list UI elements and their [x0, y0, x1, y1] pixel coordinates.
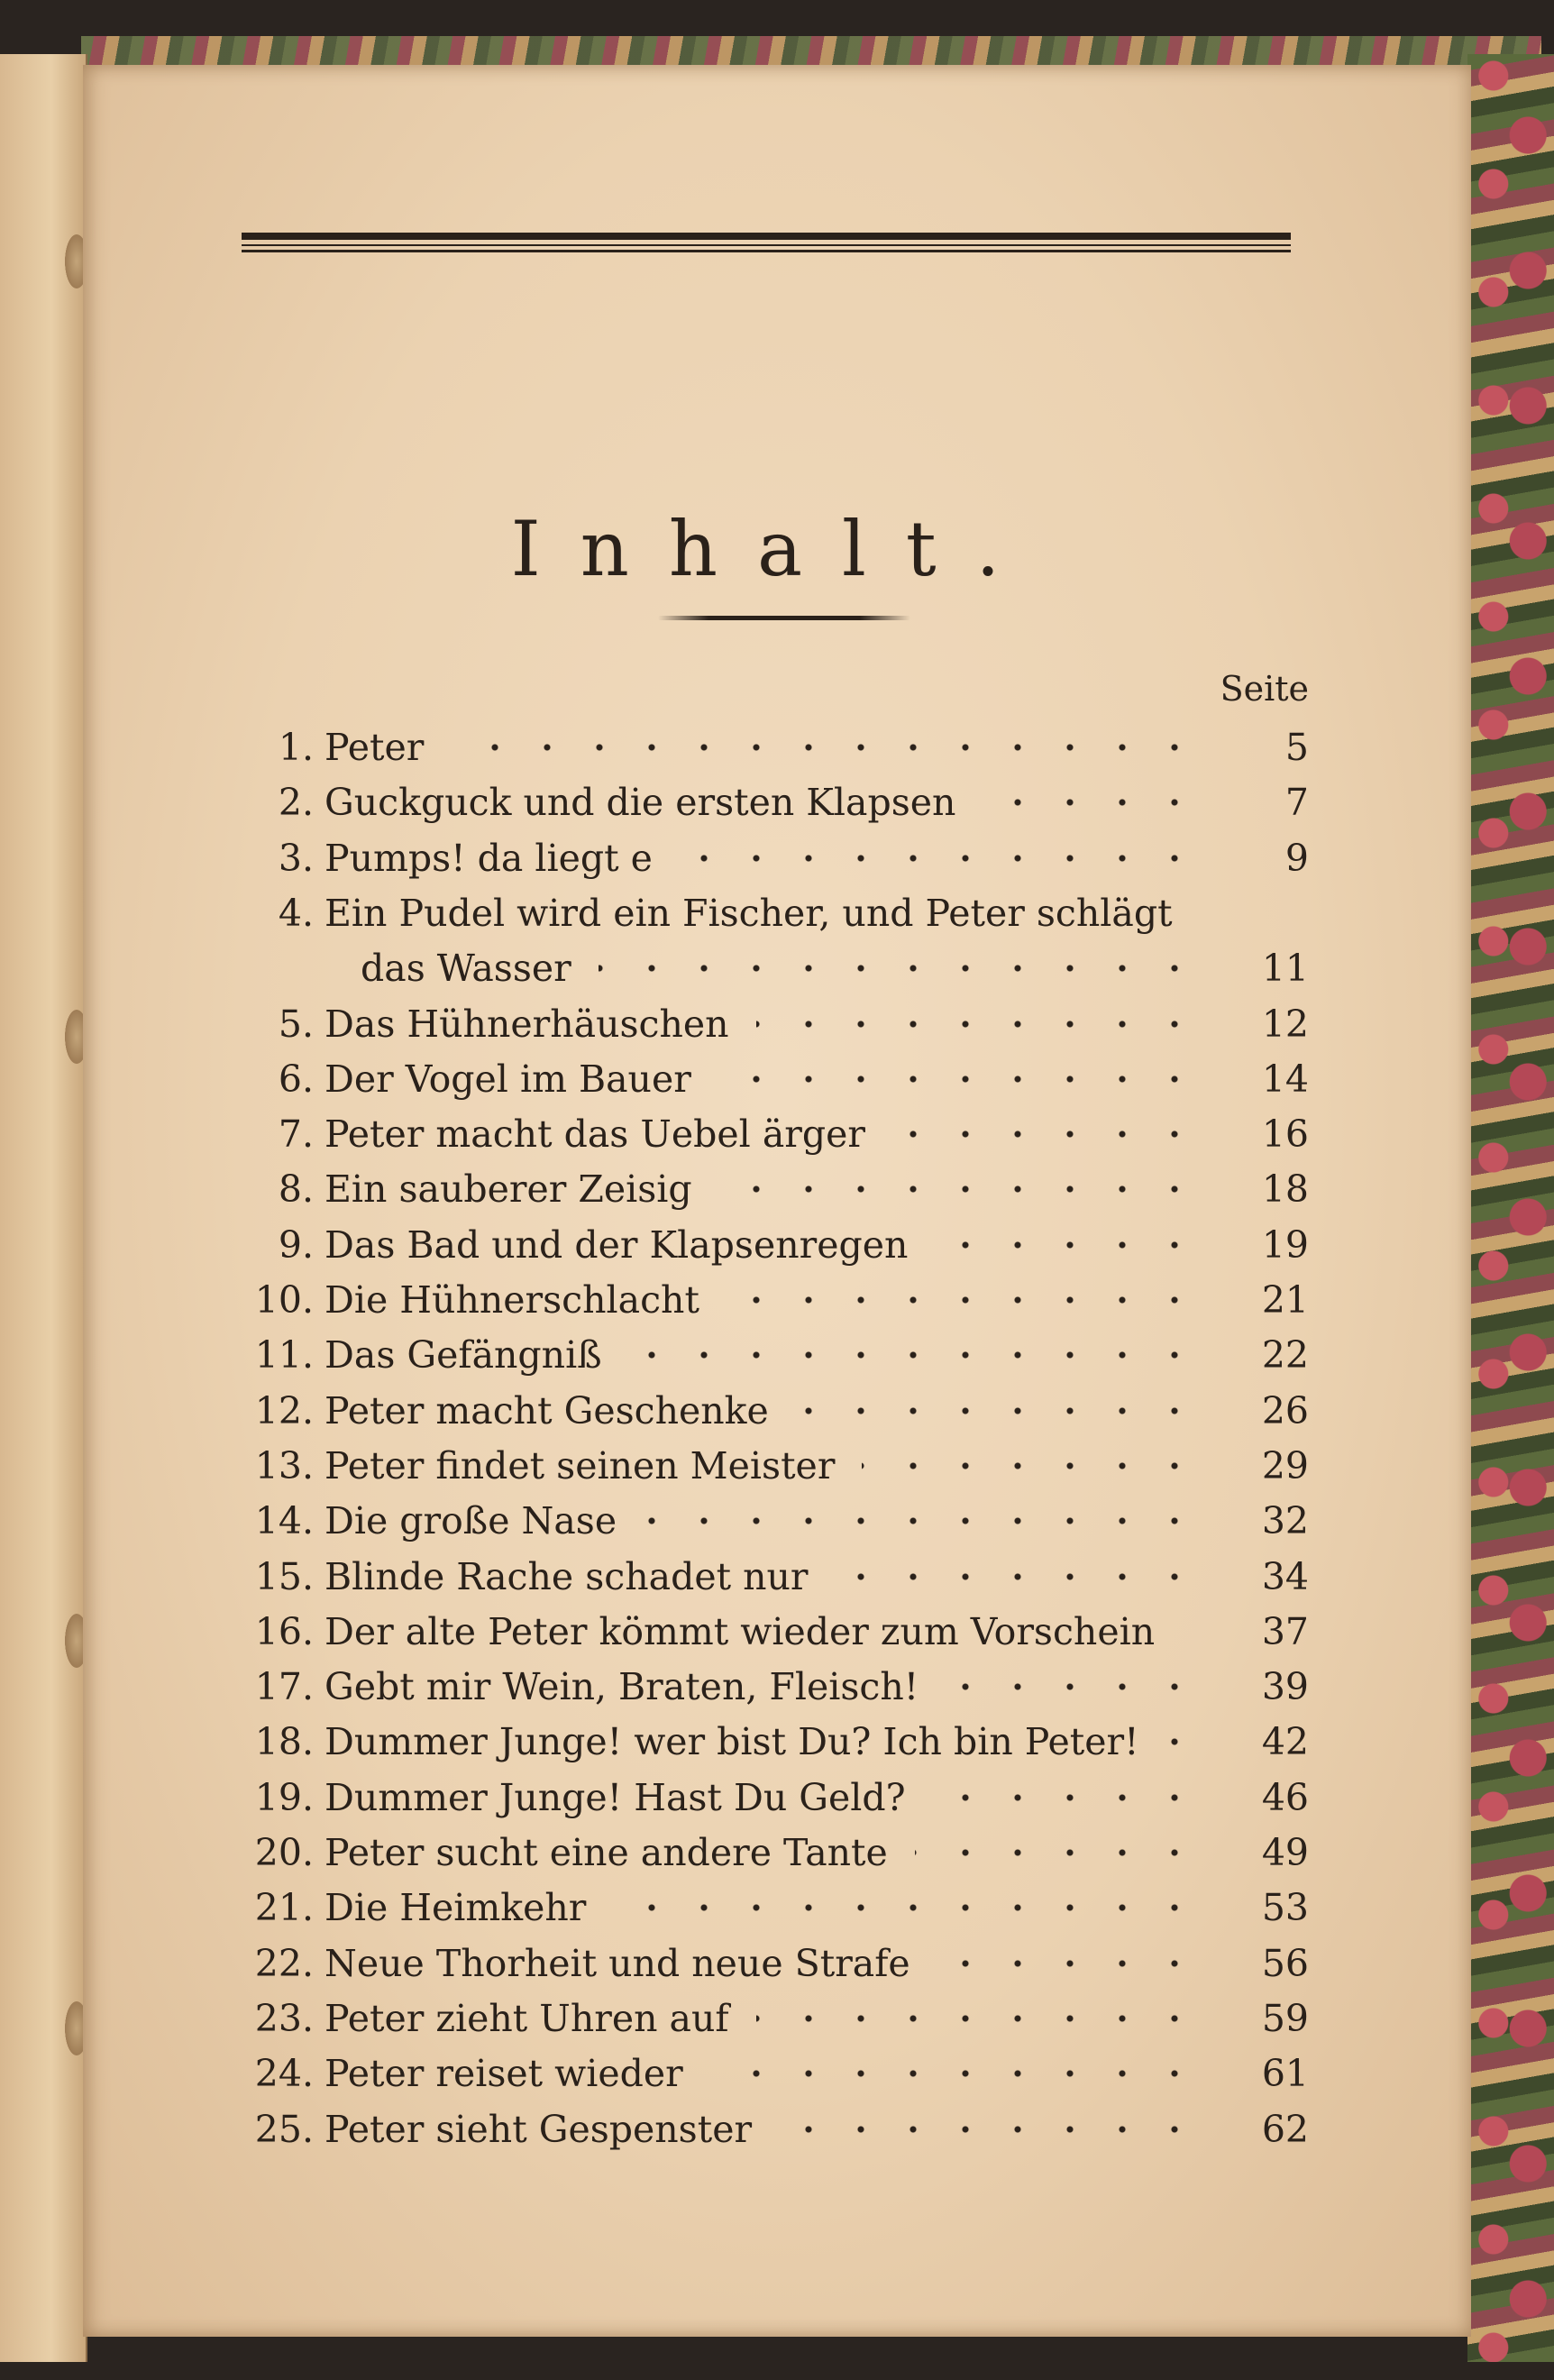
toc-entry-title: Ein Pudel wird ein Fischer, und Peter schlägt — [325, 892, 1173, 935]
toc-entry — [234, 832, 1316, 884]
toc-entry-number: 18. — [254, 1720, 314, 1763]
toc-entry-title: Peter zieht Uhren auf — [325, 1997, 729, 2040]
toc-entry-title: Peter macht Geschenke — [325, 1389, 769, 1433]
toc-entry-page: 34 — [1261, 1555, 1309, 1598]
toc-leader-dots — [644, 1495, 1208, 1547]
toc-entry-page: 19 — [1261, 1223, 1309, 1267]
toc-entry-page: 49 — [1261, 1831, 1309, 1874]
toc-leader-dots — [915, 1826, 1208, 1879]
toc-leader-dots — [727, 1274, 1208, 1326]
toc-entry — [234, 1495, 1316, 1547]
toc-entry-number: 23. — [254, 1997, 314, 2040]
toc-entry-page: 11 — [1261, 947, 1309, 990]
toc-entry-page: 26 — [1261, 1389, 1309, 1433]
toc-entry-page: 7 — [1284, 781, 1309, 824]
toc-entry-title: Dummer Junge! wer bist Du? Ich bin Peter! — [325, 1720, 1139, 1763]
toc-entry-title: Guckguck und die ersten Klapsen — [325, 781, 956, 824]
toc-entry-page: 5 — [1284, 726, 1309, 769]
toc-entry-number: 10. — [254, 1278, 314, 1322]
toc-entry-number: 15. — [254, 1555, 314, 1598]
toc-leader-dots — [1182, 1606, 1208, 1658]
toc-entry-title: Peter reiset wieder — [325, 2052, 683, 2095]
toc-entry-page: 14 — [1261, 1057, 1309, 1101]
toc-leader-dots — [756, 998, 1208, 1050]
toc-entry-page: 53 — [1261, 1886, 1309, 1929]
toc-entry-title: Ein sauberer Zeisig — [325, 1167, 692, 1211]
toc-entry-page: 42 — [1261, 1720, 1309, 1763]
toc-entry-page: 56 — [1261, 1942, 1309, 1985]
toc-entry-title: Peter findet seinen Meister — [325, 1444, 836, 1488]
toc-entry — [234, 1716, 1316, 1768]
toc-entry-number: 2. — [278, 781, 314, 824]
toc-entry-page: 62 — [1261, 2108, 1309, 2151]
toc-entry-number: 20. — [254, 1831, 314, 1874]
toc-entry-number: 24. — [254, 2052, 314, 2095]
toc-entry — [234, 721, 1316, 774]
toc-entry-number: 3. — [278, 837, 314, 880]
toc-entry-number: 17. — [254, 1665, 314, 1708]
toc-entry-page: 61 — [1261, 2052, 1309, 2095]
toc-leader-dots — [710, 2047, 1208, 2100]
toc-entry-title: Peter sieht Gespenster — [325, 2108, 753, 2151]
toc-entry-number: 11. — [254, 1333, 314, 1377]
toc-entry — [234, 1385, 1316, 1437]
toc-leader-dots — [796, 1385, 1208, 1437]
toc-entry-number: 22. — [254, 1942, 314, 1985]
page-heading: Inhalt. — [510, 505, 1040, 593]
toc-entry — [234, 2103, 1316, 2156]
toc-entry-number: 5. — [278, 1002, 314, 1046]
toc-entry-page: 22 — [1261, 1333, 1309, 1377]
toc-entry-number: 19. — [254, 1776, 314, 1819]
toc-entry — [234, 942, 1316, 994]
toc-entry-title: Das Bad und der Klapsenregen — [325, 1223, 909, 1267]
toc-entry-page: 59 — [1261, 1997, 1309, 2040]
toc-entry — [234, 776, 1316, 828]
toc-entry-title: Die große Nase — [325, 1499, 617, 1542]
toc-entry-number: 12. — [254, 1389, 314, 1433]
toc-entry-page: 9 — [1284, 837, 1309, 880]
toc-entry — [234, 1329, 1316, 1381]
toc-leader-dots — [892, 1108, 1208, 1160]
toc-entry-number: 16. — [254, 1610, 314, 1653]
toc-entry-number: 6. — [278, 1057, 314, 1101]
toc-leader-dots — [629, 1329, 1208, 1381]
toc-entry-number: 7. — [278, 1112, 314, 1156]
toc-entry-number: 13. — [254, 1444, 314, 1488]
toc-entry — [234, 1108, 1316, 1160]
toc-entry-title: Blinde Rache schadet nur — [325, 1555, 809, 1598]
toc-entry-number: 8. — [278, 1167, 314, 1211]
toc-leader-dots — [613, 1881, 1208, 1934]
toc-entry — [234, 1937, 1316, 1990]
toc-entry — [234, 1771, 1316, 1824]
toc-entry — [234, 1219, 1316, 1271]
toc-entry-number: 4. — [278, 892, 314, 935]
toc-entry-title: Der Vogel im Bauer — [325, 1057, 691, 1101]
toc-entry-title: Das Hühnerhäuschen — [325, 1002, 729, 1046]
toc-entry-title: Peter — [325, 726, 425, 769]
toc-entry — [234, 2047, 1316, 2100]
toc-entry-title: Die Heimkehr — [325, 1886, 587, 1929]
toc-entry-page: 21 — [1261, 1278, 1309, 1322]
toc-leader-dots — [935, 1219, 1208, 1271]
toc-leader-dots — [933, 1771, 1208, 1824]
toc-entry-title: Dummer Junge! Hast Du Geld? — [325, 1776, 906, 1819]
toc-entry — [234, 1163, 1316, 1215]
toc-entry-title: Das Gefängniß — [325, 1333, 602, 1377]
toc-entry — [234, 1881, 1316, 1934]
toc-entry-number: 25. — [254, 2108, 314, 2151]
toc-leader-dots — [599, 942, 1208, 994]
toc-entry — [234, 1551, 1316, 1603]
heading-ornament-rule — [658, 616, 910, 620]
toc-leader-dots — [836, 1551, 1208, 1603]
toc-entry — [234, 1274, 1316, 1326]
toc-leader-dots — [983, 776, 1208, 828]
toc-entry-title: das Wasser — [361, 947, 571, 990]
toc-entry-number: 9. — [278, 1223, 314, 1267]
toc-entry — [234, 998, 1316, 1050]
toc-entry-number: 1. — [278, 726, 314, 769]
toc-leader-dots — [946, 1661, 1208, 1713]
toc-entry — [234, 1661, 1316, 1713]
toc-entry-page: 16 — [1261, 1112, 1309, 1156]
toc-entry-number: 21. — [254, 1886, 314, 1929]
toc-entry-page: 29 — [1261, 1444, 1309, 1488]
toc-entry-page: 18 — [1261, 1167, 1309, 1211]
toc-entry — [234, 887, 1316, 939]
toc-entry-page: 46 — [1261, 1776, 1309, 1819]
toc-leader-dots — [862, 1440, 1208, 1492]
toc-entry-title: Peter macht das Uebel ärger — [325, 1112, 865, 1156]
toc-entry — [234, 1440, 1316, 1492]
toc-entry-page: 12 — [1261, 1002, 1309, 1046]
toc-entry — [234, 1826, 1316, 1879]
toc-leader-dots — [451, 721, 1208, 774]
toc-entry-page: 32 — [1261, 1499, 1309, 1542]
marbled-cover-edge — [1467, 54, 1554, 2362]
toc-leader-dots — [937, 1937, 1208, 1990]
toc-entry-title: Neue Thorheit und neue Strafe — [325, 1942, 910, 1985]
toc-entry — [234, 1053, 1316, 1105]
page-column-label: Seite — [1220, 669, 1309, 709]
toc-leader-dots — [756, 1992, 1208, 2045]
toc-leader-dots — [718, 1053, 1208, 1105]
toc-entry-number: 14. — [254, 1499, 314, 1542]
toc-entry-title: Gebt mir Wein, Braten, Fleisch! — [325, 1665, 919, 1708]
toc-entry — [234, 1992, 1316, 2045]
toc-leader-dots — [1166, 1716, 1208, 1768]
toc-entry-title: Die Hühnerschlacht — [325, 1278, 699, 1322]
toc-entry-title: Pumps! da liegt e — [325, 837, 653, 880]
toc-leader-dots — [779, 2103, 1208, 2156]
toc-entry-page: 39 — [1261, 1665, 1309, 1708]
toc-entry — [234, 1606, 1316, 1658]
toc-leader-dots — [680, 832, 1208, 884]
toc-entry-title: Der alte Peter kömmt wieder zum Vorschein — [325, 1610, 1156, 1653]
toc-entry-title: Peter sucht eine andere Tante — [325, 1831, 888, 1874]
toc-entry-page: 37 — [1261, 1610, 1309, 1653]
top-double-rule — [242, 233, 1291, 252]
toc-leader-dots — [719, 1163, 1208, 1215]
table-of-contents — [234, 721, 1316, 2182]
